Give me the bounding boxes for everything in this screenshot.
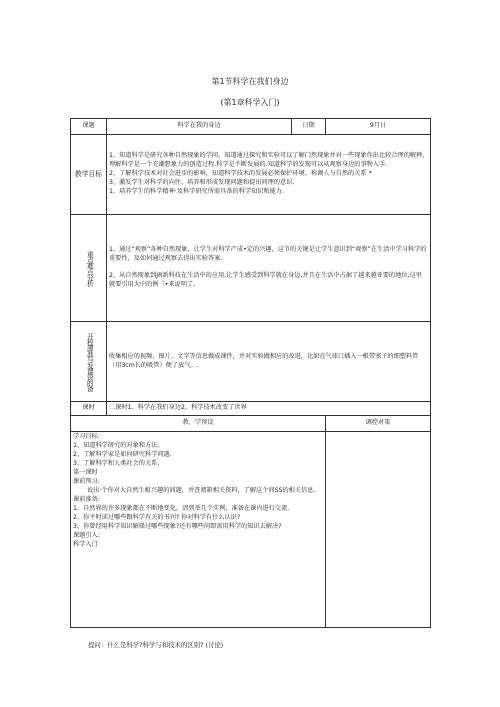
keypoint-2: 2、从自然现象到JR新科技在生活中的应用,让学生感受到科学就在身边,并且在生活中占据了越来越亚要的地位,这里就要引用大中的例『•来说明了。 <box>109 272 422 288</box>
plan-line: 课前预习: <box>73 477 100 485</box>
plan-line: 说出·个你对大自然生蛆兴趣的问题，并查阅箱相关资料，了解这个问SS的相关信息。 <box>87 486 320 494</box>
keypoints-row <box>71 215 431 322</box>
resources-label-cell <box>71 322 107 402</box>
course-label: 课题 <box>71 119 107 135</box>
plan-line: 3、了解科学和人类社会的关系， <box>73 459 164 467</box>
strategy-content <box>326 432 431 628</box>
hours-label: 课时 <box>71 402 107 416</box>
goals-label: 教学目标 <box>71 135 107 215</box>
plan-line: 1、知道科学研究的对象和方法。 <box>73 441 164 449</box>
keypoint-1: 1、通过“观察”各种自然现象，让学生对科学产成•定的兴趣，这节的关键是让学生意识到“观察”在生活中学习科学的重要性，及如何通过观察去得出实验答案. <box>109 246 427 263</box>
keypoints-label-cell <box>71 215 107 322</box>
plan-line: 2、了解科学家是如何研究科学问邈. <box>73 450 172 458</box>
goals-content <box>107 135 431 215</box>
resources-row <box>71 322 431 402</box>
plan-header-strategy: 调控对策 <box>326 416 431 432</box>
plan-header-teaching: 教、学预设 <box>71 416 326 432</box>
plan-line: 科学入门 <box>73 540 98 548</box>
plan-line: 2、你平时读过哪些跟科学有关的书刊? 你对科学有什么认识? <box>73 513 241 521</box>
keypoints-content <box>107 215 431 322</box>
course-value: 科学在我的身边 <box>107 119 292 135</box>
course-row <box>71 119 431 135</box>
plan-line: 课题引入: <box>73 531 100 539</box>
date-label: 日期 <box>292 119 326 135</box>
plan-line: 学习目标: <box>73 433 100 440</box>
plan-line: 1、自然界的许多现象都在不断地变化，清列举几个实例，准备在课内进行交流. <box>73 504 290 512</box>
goal-item-4: 1、培养学生的科学精神·及科学研究所需具备的科学知识和能力. <box>109 187 284 195</box>
date-value: 9月日 <box>326 119 431 135</box>
hours-content: 二课时1、科学在我们身边2、科学技术改变了世界 <box>107 402 431 416</box>
plan-line: 3、你曾经用科学知识解择过哪些现象?还有哪些问即需用科学的知识去解决? <box>73 522 282 530</box>
plan-line: 第一课时 <box>73 468 98 476</box>
chapter-subtitle: (第1章科学入门) <box>220 98 280 107</box>
plan-row <box>71 432 431 628</box>
plan-content <box>71 432 326 628</box>
resources-label: 开程源准与发课资的备 <box>85 332 94 391</box>
resources-content: 收集相应的视频、图片、文字等信息做成课件，并对实验做相应的改进，比如在气球口插入一根带塞子的细塑料管（用3cm长的吸管）便了放气。. <box>107 322 431 402</box>
goal-item-2: 2、了解科学技术对社会进步的影响，知道科学技术的发展必须保护环境、称调人与自然的关系 * <box>109 170 372 177</box>
goal-item-3: 3、激发学生对科学的向往，培养和形成发现问题和提出问理的意识. <box>109 178 295 186</box>
plan-line: 课前准备: <box>73 495 100 503</box>
plan-header-row <box>71 416 431 432</box>
lesson-plan-table <box>70 118 431 628</box>
lesson-title: 第1节科学在我们身边 <box>211 77 289 86</box>
keypoints-label: 重点难点分析 <box>85 250 94 286</box>
hours-row <box>71 402 431 416</box>
goals-row <box>71 135 431 215</box>
discussion-question: 提问：什么是科学?科学与和技术的区别? (讨论) <box>88 641 224 649</box>
goal-item-1: 1、知道科学是研究各种自然现象的学问，知道通过探究和实验可以了解门然现象并对一些现象作出比较合理的解释,理解科学是一个充潮想象力的创造过程.科学是不断发展的.知道科学的发现可以从观察身边的事物入手. <box>109 152 425 169</box>
